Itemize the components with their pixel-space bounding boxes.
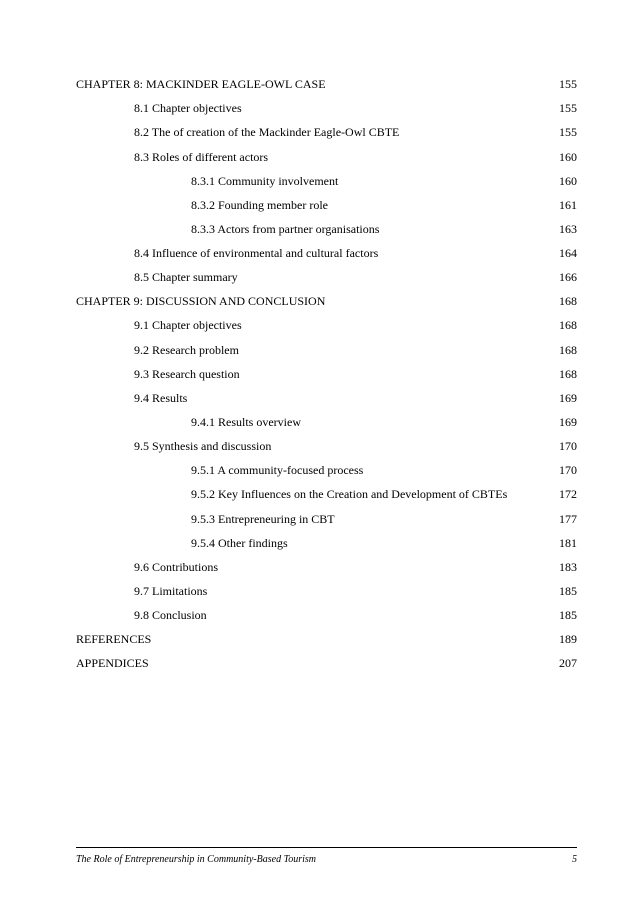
toc-entry-page: 172 xyxy=(559,487,577,501)
toc-entry-title: 9.4 Results xyxy=(134,391,188,405)
toc-entry-title: 9.5.4 Other findings xyxy=(191,536,288,550)
toc-entry[interactable] xyxy=(0,75,638,93)
toc-entry[interactable] xyxy=(0,341,638,359)
toc-entry-page: 168 xyxy=(559,343,577,357)
toc-entry-page: 189 xyxy=(559,632,577,646)
footer-page-number: 5 xyxy=(572,854,577,865)
toc-entry-title: 8.1 Chapter objectives xyxy=(134,101,242,115)
toc-entry-title: 9.8 Conclusion xyxy=(134,608,207,622)
toc-entry[interactable] xyxy=(0,172,638,190)
toc-entry-title: 9.4.1 Results overview xyxy=(191,415,301,429)
toc-entry-title: 8.3 Roles of different actors xyxy=(134,150,269,164)
toc-entry[interactable] xyxy=(0,196,638,214)
toc-entry-page: 168 xyxy=(559,294,577,308)
toc-entry-title: REFERENCES xyxy=(76,632,152,646)
toc-entry-title: 8.2 The of creation of the Mackinder Eagle-Owl CBTE xyxy=(134,125,400,139)
toc-entry[interactable] xyxy=(0,461,638,479)
footer-document-title: The Role of Entrepreneurship in Community-Based Tourism xyxy=(76,854,316,865)
toc-entry-title: CHAPTER 8: MACKINDER EAGLE-OWL CASE xyxy=(76,77,326,91)
toc-entry-title: 9.5.3 Entrepreneuring in CBT xyxy=(191,512,335,526)
toc-entry-page: 181 xyxy=(559,536,577,550)
toc-entry-title: 8.3.3 Actors from partner organisations xyxy=(191,222,380,236)
toc-entry-title: CHAPTER 9: DISCUSSION AND CONCLUSION xyxy=(76,294,326,308)
toc-entry[interactable] xyxy=(0,437,638,455)
toc-entry-title: 9.7 Limitations xyxy=(134,584,208,598)
toc-entry[interactable] xyxy=(0,99,638,117)
toc-entry-title: 9.5 Synthesis and discussion xyxy=(134,439,272,453)
toc-entry[interactable] xyxy=(0,413,638,431)
toc-entry[interactable] xyxy=(0,654,638,672)
toc-entry[interactable] xyxy=(0,244,638,262)
toc-entry[interactable] xyxy=(0,292,638,310)
toc-entry-page: 161 xyxy=(559,198,577,212)
toc-entry[interactable] xyxy=(0,148,638,166)
toc-entry[interactable] xyxy=(0,606,638,624)
toc-entry-title: APPENDICES xyxy=(76,656,149,670)
toc-entry-page: 160 xyxy=(559,174,577,188)
toc-entry-page: 155 xyxy=(559,125,577,139)
toc-entry[interactable] xyxy=(0,534,638,552)
toc-entry-page: 168 xyxy=(559,318,577,332)
toc-entry-page: 185 xyxy=(559,584,577,598)
toc-entry-title: 8.4 Influence of environmental and cultural factors xyxy=(134,246,379,260)
toc-entry-page: 169 xyxy=(559,391,577,405)
toc-entry[interactable] xyxy=(0,365,638,383)
toc-entry[interactable] xyxy=(0,389,638,407)
toc-entry-title: 9.5.1 A community-focused process xyxy=(191,463,364,477)
toc-entry-page: 155 xyxy=(559,101,577,115)
toc-entry-page: 168 xyxy=(559,367,577,381)
toc-entry[interactable] xyxy=(0,582,638,600)
toc-entry-page: 160 xyxy=(559,150,577,164)
toc-entry[interactable] xyxy=(0,558,638,576)
toc-entry-title: 8.3.2 Founding member role xyxy=(191,198,328,212)
toc-entry-title: 9.3 Research question xyxy=(134,367,240,381)
toc-entry-page: 163 xyxy=(559,222,577,236)
toc-entry-title: 8.5 Chapter summary xyxy=(134,270,238,284)
toc-entry-page: 185 xyxy=(559,608,577,622)
toc-entry-title: 9.1 Chapter objectives xyxy=(134,318,242,332)
toc-entry[interactable] xyxy=(0,485,638,503)
toc-entry[interactable] xyxy=(0,268,638,286)
toc-entry-title: 9.2 Research problem xyxy=(134,343,239,357)
toc-entry-page: 183 xyxy=(559,560,577,574)
toc-entry-page: 170 xyxy=(559,439,577,453)
toc-entry-page: 155 xyxy=(559,77,577,91)
toc-entry-title: 8.3.1 Community involvement xyxy=(191,174,339,188)
toc-entry-page: 177 xyxy=(559,512,577,526)
toc-entry-page: 169 xyxy=(559,415,577,429)
toc-entry-page: 207 xyxy=(559,656,577,670)
toc-entry-page: 166 xyxy=(559,270,577,284)
toc-entry[interactable] xyxy=(0,220,638,238)
toc-entry-title: 9.6 Contributions xyxy=(134,560,219,574)
footer-divider xyxy=(76,847,577,848)
toc-entry-page: 164 xyxy=(559,246,577,260)
toc-entry[interactable] xyxy=(0,316,638,334)
toc-entry[interactable] xyxy=(0,123,638,141)
toc-entry-title: 9.5.2 Key Influences on the Creation and Development of CBTEs xyxy=(191,487,508,501)
toc-entry-page: 170 xyxy=(559,463,577,477)
toc-entry[interactable] xyxy=(0,510,638,528)
toc-entry[interactable] xyxy=(0,630,638,648)
